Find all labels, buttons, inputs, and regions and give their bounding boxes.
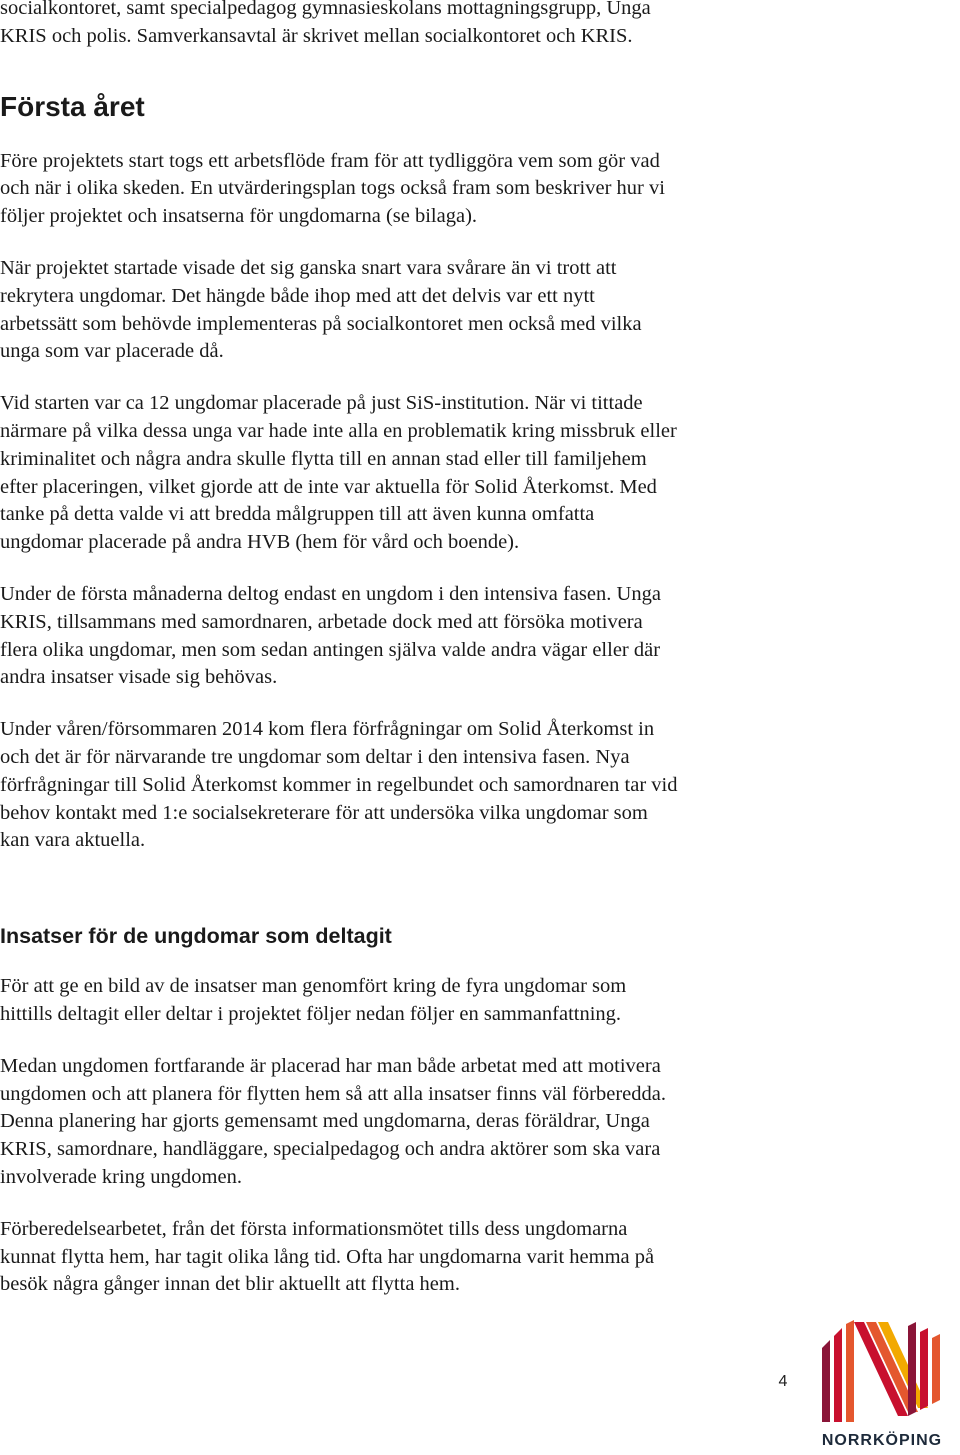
paragraph-planning: Medan ungdomen fortfarande är placerad har man både arbetat med att motivera ungdomen och att planera för flytten hem så att alla insatser finns väl förberedda. Denna planering har gjorts gemensamt med ungdomarna, deras föräldrar, Unga KRIS, samordnare, handläggare, specialpedagog och andra aktörer som ska vara involverade kring ungdomen. bbox=[0, 1054, 667, 1188]
logo-wordmark: NORRKÖPING bbox=[821, 1432, 943, 1449]
paragraph-workflow: Före projektets start togs ett arbetsflöde fram för att tydliggöra vem som gör vad och när i olika skeden. En utvärderingsplan togs också fram som beskriver hur vi följer projektet och insatserna för ungdomarna (se bilaga). bbox=[0, 149, 665, 228]
heading-forsta-aret: Första året bbox=[0, 90, 145, 122]
norrkoping-logo-icon bbox=[808, 1318, 954, 1430]
paragraph-insatser-intro: För att ge en bild av de insatser man genomfört kring de fyra ungdomar som hittills deltagit eller deltar i projektet följer nedan följer en sammanfattning. bbox=[0, 975, 627, 1025]
paragraph-recruitment: När projektet startade visade det sig ganska snart vara svårare än vi trott att rekrytera ungdomar. Det hängde både ihop med att det delvis var ett nytt arbetssätt som behövde implementeras på socialkontoret men också med vilka unga som var placerade då. bbox=[0, 256, 642, 363]
heading-insatser: Insatser för de ungdomar som deltagit bbox=[0, 924, 392, 949]
paragraph-preparation: Förberedelsearbetet, från det första informationsmötet tills dess ungdomarna kunnat flytta hem, har tagit olika lång tid. Ofta har ungdomarna varit hemma på besök några gånger innan det blir aktuellt att flytta hem. bbox=[0, 1217, 655, 1296]
norrkoping-logo bbox=[808, 1318, 954, 1452]
paragraph-intro-continuation: socialkontoret, samt specialpedagog gymnasieskolans mottagningsgrupp, Unga KRIS och polis. Samverkansavtal är skrivet mellan socialkontoret och KRIS. bbox=[0, 0, 651, 47]
paragraph-spring-2014: Under våren/försommaren 2014 kom flera förfrågningar om Solid Återkomst in och det är för närvarande tre ungdomar som deltar i den intensiva fasen. Nya förfrågningar till Solid Återkomst kommer in regelbundet och samordnaren tar vid behov kontakt med 1:e socialsekreterare för att undersöka vilka ungdomar som kan vara aktuella. bbox=[0, 718, 678, 852]
paragraph-first-months: Under de första månaderna deltog endast en ungdom i den intensiva fasen. Unga KRIS, tillsammans med samordnaren, arbetade dock med att försöka motivera flera olika ungdomar, men som sedan antingen själva valde andra vägar eller där andra insatser visade sig behövas. bbox=[0, 582, 661, 689]
page-number: 4 bbox=[778, 1373, 788, 1390]
paragraph-start: Vid starten var ca 12 ungdomar placerade på just SiS-institution. När vi tittade närmare på vilka dessa unga var hade inte alla en problematik kring missbruk eller kriminalitet och några andra skulle flytta till en annan stad eller till familjehem efter placeringen, vilket gjorde att de inte var aktuella för Solid Återkomst. Med tanke på detta valde vi att bredda målgruppen till att även kunna omfatta ungdomar placerade på andra HVB (hem för vård och boende). bbox=[0, 392, 677, 554]
